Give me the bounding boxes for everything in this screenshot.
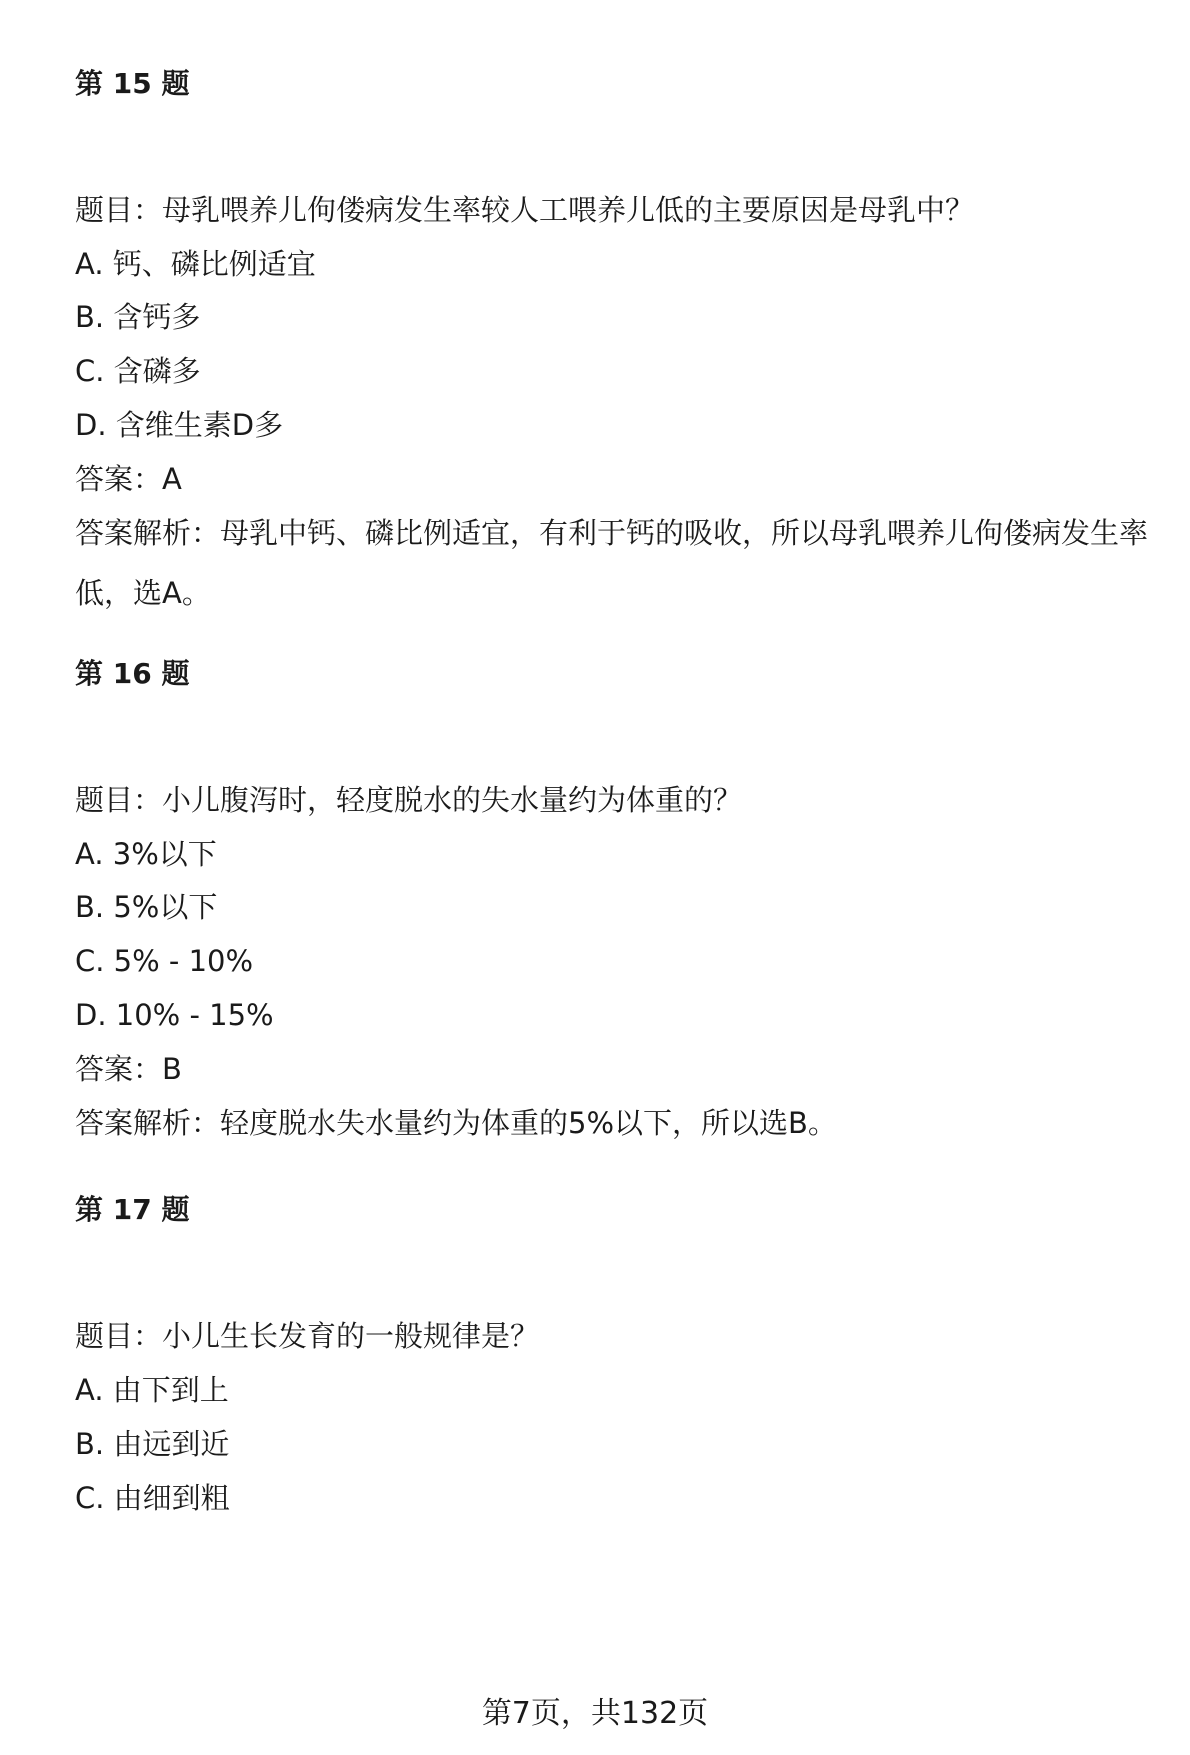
option-a: A. 由下到上 [75,1373,229,1407]
page-number-footer: 第7页，共132页 [481,1696,709,1731]
answer: 答案：A [75,462,182,496]
answer-analysis: 答案解析：轻度脱水失水量约为体重的5%以下，所以选B。 [75,1106,837,1140]
option-d: D. 10% - 15% [75,998,274,1032]
answer-analysis: 答案解析：母乳中钙、磷比例适宜，有利于钙的吸收，所以母乳喂养儿佝偻病发生率低，选A。 [75,516,1149,610]
question-stem: 题目：小儿生长发育的一般规律是？ [75,1319,540,1353]
question-heading: 第 17 题 [75,1193,190,1226]
option-d: D. 含维生素D多 [75,408,284,442]
option-a: A. 钙、磷比例适宜 [75,247,316,281]
option-c: C. 5% - 10% [75,944,254,978]
question-stem: 题目：母乳喂养儿佝偻病发生率较人工喂养儿低的主要原因是母乳中？ [75,193,975,227]
option-b: B. 由远到近 [75,1427,230,1461]
option-c: C. 含磷多 [75,354,201,388]
option-c: C. 由细到粗 [75,1481,230,1515]
option-b: B. 含钙多 [75,300,201,334]
question-heading: 第 16 题 [75,657,190,690]
answer: 答案：B [75,1052,182,1086]
question-heading: 第 15 题 [75,67,190,100]
option-b: B. 5%以下 [75,890,218,924]
option-a: A. 3%以下 [75,837,217,871]
question-stem: 题目：小儿腹泻时，轻度脱水的失水量约为体重的？ [75,783,743,817]
